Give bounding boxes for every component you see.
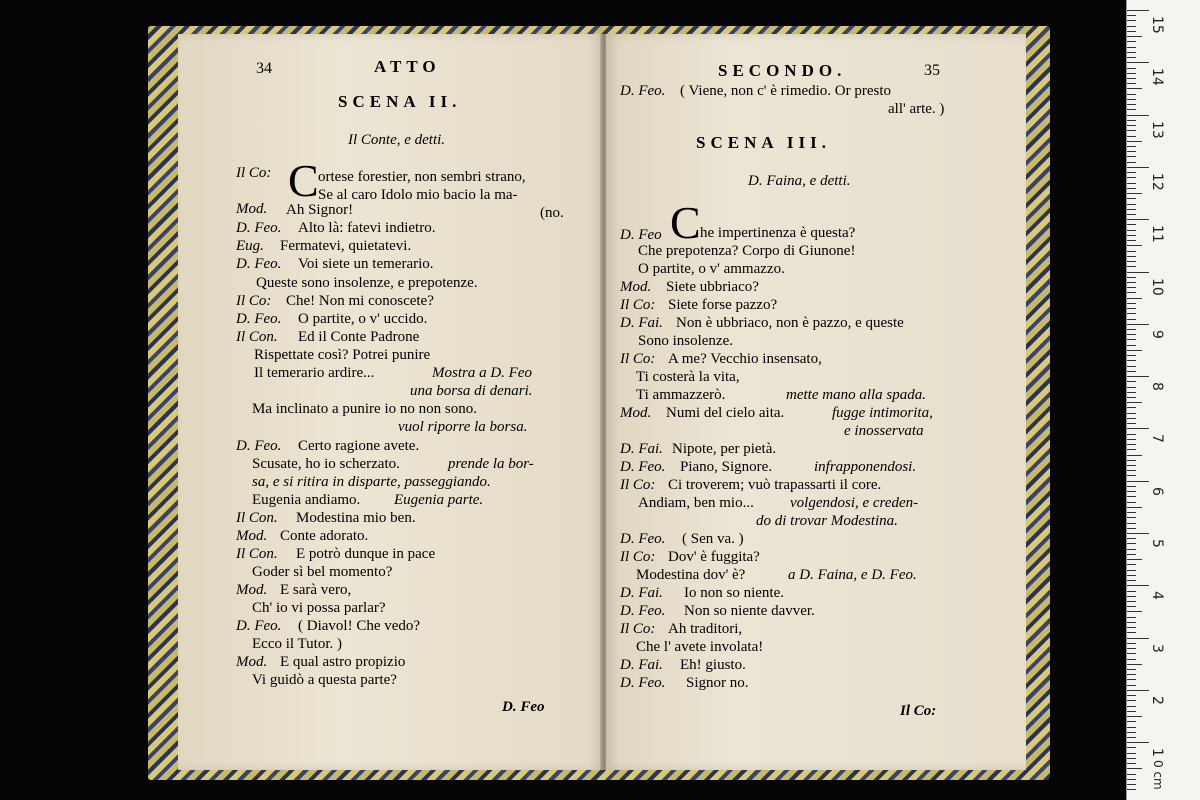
ruler-tick bbox=[1127, 632, 1136, 633]
ruler-tick bbox=[1127, 198, 1136, 199]
ruler-number: 13 bbox=[1149, 120, 1165, 139]
speaker: D. Feo. bbox=[236, 438, 282, 454]
speaker: Mod. bbox=[236, 528, 268, 544]
ruler-tick bbox=[1127, 292, 1136, 293]
ruler-tick bbox=[1127, 611, 1142, 612]
ruler-tick bbox=[1127, 570, 1136, 571]
ruler-tick bbox=[1127, 256, 1136, 257]
ruler-number: 12 bbox=[1149, 172, 1165, 191]
verse-line: Ch' io vi possa parlar? bbox=[252, 600, 386, 616]
verse-line: Modestina dov' è? bbox=[636, 567, 746, 583]
verse-line: A me? Vecchio insensato, bbox=[668, 351, 822, 367]
ruler-tick bbox=[1127, 83, 1136, 84]
ruler-tick bbox=[1127, 470, 1136, 471]
ruler-tick bbox=[1127, 371, 1136, 372]
ruler-tick bbox=[1127, 606, 1136, 607]
verse-line: ortese forestier, non sembri strano, bbox=[318, 169, 526, 185]
ruler-tick bbox=[1127, 768, 1142, 769]
ruler-tick bbox=[1127, 381, 1136, 382]
ruler-tick bbox=[1127, 549, 1136, 550]
verse-line: Io non so niente. bbox=[684, 585, 784, 601]
ruler-tick bbox=[1127, 130, 1136, 131]
ruler-number: 9 bbox=[1149, 329, 1165, 339]
verse-line: Ti ammazzerò. bbox=[636, 387, 726, 403]
speaker: Il Co: bbox=[236, 165, 272, 181]
speaker: Mod. bbox=[620, 279, 652, 295]
ruler-tick bbox=[1127, 638, 1149, 639]
verse-line: Eh! giusto. bbox=[680, 657, 746, 673]
ruler-tick bbox=[1127, 224, 1136, 225]
ruler-tick bbox=[1127, 789, 1136, 790]
ruler-tick bbox=[1127, 308, 1136, 309]
ruler-tick bbox=[1127, 282, 1136, 283]
ruler-tick bbox=[1127, 183, 1136, 184]
ruler-tick bbox=[1127, 120, 1136, 121]
ruler-tick bbox=[1127, 298, 1142, 299]
speaker: Il Co: bbox=[620, 477, 656, 493]
speaker: D. Feo. bbox=[620, 83, 666, 99]
ruler-tick bbox=[1127, 245, 1142, 246]
speaker: Mod. bbox=[620, 405, 652, 421]
ruler-tick bbox=[1127, 423, 1136, 424]
ruler-tick bbox=[1127, 125, 1136, 126]
ruler-tick bbox=[1127, 324, 1149, 325]
ruler-tick bbox=[1127, 235, 1136, 236]
ruler-tick bbox=[1127, 643, 1136, 644]
ruler-tick bbox=[1127, 407, 1136, 408]
ruler-tick bbox=[1127, 141, 1142, 142]
ruler-tick bbox=[1127, 439, 1136, 440]
ruler-tick bbox=[1127, 303, 1136, 304]
ruler-tick bbox=[1127, 507, 1142, 508]
verse-line: E potrò dunque in pace bbox=[296, 546, 436, 562]
ruler-tick bbox=[1127, 763, 1136, 764]
verse-line: ( Diavol! Che vedo? bbox=[298, 618, 421, 634]
ruler-tick bbox=[1127, 402, 1142, 403]
verse-line: Ci troverem; vuò trapassarti il core. bbox=[668, 477, 882, 493]
ruler-tick bbox=[1127, 554, 1136, 555]
ruler-tick bbox=[1127, 15, 1136, 16]
ruler-tick bbox=[1127, 601, 1136, 602]
ruler-tick bbox=[1127, 455, 1142, 456]
ruler-tick bbox=[1127, 706, 1136, 707]
ruler-number: 2 bbox=[1149, 695, 1165, 705]
speaker: Il Con. bbox=[236, 510, 278, 526]
verse-line: Ecco il Tutor. ) bbox=[252, 636, 343, 652]
ruler-tick bbox=[1127, 334, 1136, 335]
speaker: Il Co: bbox=[620, 351, 656, 367]
ruler-tick bbox=[1127, 277, 1136, 278]
verse-line: Nipote, per pietà. bbox=[672, 441, 777, 457]
ruler-tick bbox=[1127, 528, 1136, 529]
right-page-number: 35 bbox=[924, 62, 940, 79]
ruler-tick bbox=[1127, 669, 1136, 670]
verse-line: E sarà vero, bbox=[280, 582, 352, 598]
verse-line: ( Viene, non c' è rimedio. Or presto bbox=[680, 83, 892, 99]
ruler-tick bbox=[1127, 20, 1136, 21]
ruler-tick bbox=[1127, 99, 1136, 100]
ruler-tick bbox=[1127, 57, 1136, 58]
ruler-tick bbox=[1127, 167, 1149, 168]
ruler-tick bbox=[1127, 355, 1136, 356]
ruler-number: 6 bbox=[1149, 486, 1165, 496]
ruler-tick bbox=[1127, 596, 1136, 597]
ruler-tick bbox=[1127, 449, 1136, 450]
verse-line: Sono insolenze. bbox=[638, 333, 733, 349]
ruler-tick bbox=[1127, 674, 1136, 675]
speaker: D. Feo. bbox=[620, 603, 666, 619]
left-scene-subtitle: Il Conte, e detti. bbox=[348, 132, 446, 148]
ruler-tick bbox=[1127, 329, 1136, 330]
ruler-tick bbox=[1127, 172, 1136, 173]
ruler-tick bbox=[1127, 659, 1136, 660]
speaker: D. Fai. bbox=[620, 657, 663, 673]
verse-line: Vi guidò a questa parte? bbox=[252, 672, 397, 688]
ruler-tick bbox=[1127, 502, 1136, 503]
ruler-tick bbox=[1127, 491, 1136, 492]
verse-line: Certo ragione avete. bbox=[298, 438, 420, 454]
verse-line: Che prepotenza? Corpo di Giunone! bbox=[638, 243, 856, 259]
ruler-tick bbox=[1127, 664, 1142, 665]
ruler-tick bbox=[1127, 753, 1136, 754]
verse-line: O partite, o v' ammazzo. bbox=[638, 261, 785, 277]
ruler-tick bbox=[1127, 444, 1136, 445]
ruler-tick bbox=[1127, 230, 1136, 231]
catchword: Il Co: bbox=[900, 703, 937, 719]
ruler-tick bbox=[1127, 204, 1136, 205]
speaker: Il Con. bbox=[236, 546, 278, 562]
verse-line: Goder sì bel momento? bbox=[252, 564, 393, 580]
ruler-tick bbox=[1127, 188, 1136, 189]
verse-line: Alto là: fatevi indietro. bbox=[298, 220, 436, 236]
verse-line: Che l' avete involata! bbox=[636, 639, 764, 655]
speaker: Il Co: bbox=[620, 297, 656, 313]
verse-line: Eugenia andiamo. bbox=[252, 492, 361, 508]
speaker: D. Feo. bbox=[236, 256, 282, 272]
verse-line: (no. bbox=[540, 205, 564, 221]
verse-line: Il temerario ardire... bbox=[254, 365, 375, 381]
ruler-tick bbox=[1127, 517, 1136, 518]
speaker: D. Feo. bbox=[236, 311, 282, 327]
verse-line: Ah Signor! bbox=[286, 202, 354, 218]
ruler-tick bbox=[1127, 31, 1136, 32]
ruler-tick bbox=[1127, 350, 1142, 351]
ruler-tick bbox=[1127, 747, 1136, 748]
speaker: Mod. bbox=[236, 201, 268, 217]
drop-capital: C bbox=[670, 197, 701, 248]
ruler-tick bbox=[1127, 585, 1149, 586]
speaker: D. Fai. bbox=[620, 585, 663, 601]
ruler-tick bbox=[1127, 209, 1136, 210]
ruler-tick bbox=[1127, 376, 1149, 377]
ruler-tick bbox=[1127, 591, 1136, 592]
ruler-tick bbox=[1127, 784, 1136, 785]
ruler-tick bbox=[1127, 345, 1136, 346]
ruler-tick bbox=[1127, 711, 1136, 712]
ruler-tick bbox=[1127, 146, 1136, 147]
ruler-tick bbox=[1127, 115, 1149, 116]
ruler-number: 10 bbox=[1149, 277, 1165, 296]
stage-direction: infrapponendosi. bbox=[814, 459, 917, 475]
verse-line: Queste sono insolenze, e prepotenze. bbox=[256, 275, 478, 291]
ruler-tick bbox=[1127, 695, 1136, 696]
ruler-tick bbox=[1127, 36, 1142, 37]
ruler-tick bbox=[1127, 251, 1136, 252]
verse-line: Ed il Conte Padrone bbox=[298, 329, 420, 345]
verse-line: Andiam, ben mio... bbox=[638, 495, 754, 511]
ruler-tick bbox=[1127, 533, 1149, 534]
verse-line: Conte adorato. bbox=[280, 528, 369, 544]
ruler-tick bbox=[1127, 392, 1136, 393]
right-scene-title: SCENA III. bbox=[696, 133, 832, 152]
ruler-tick bbox=[1127, 580, 1136, 581]
ruler-unit: 0 cm bbox=[1151, 760, 1165, 790]
ruler-tick bbox=[1127, 266, 1136, 267]
ruler-tick bbox=[1127, 219, 1149, 220]
ruler-tick bbox=[1127, 240, 1136, 241]
stage-direction: Eugenia parte. bbox=[394, 492, 484, 508]
ruler-tick bbox=[1127, 559, 1142, 560]
ruler-tick bbox=[1127, 481, 1149, 482]
verse-line: Ma inclinato a punire io no non sono. bbox=[252, 401, 477, 417]
ruler-tick bbox=[1127, 486, 1136, 487]
verse-line: ( Sen va. ) bbox=[682, 531, 744, 547]
ruler-tick bbox=[1127, 387, 1136, 388]
verse-line: Scusate, ho io scherzato. bbox=[252, 456, 400, 472]
measuring-ruler bbox=[1126, 0, 1200, 800]
ruler-tick bbox=[1127, 622, 1136, 623]
speaker: Il Co: bbox=[620, 549, 656, 565]
ruler-tick bbox=[1127, 41, 1136, 42]
ruler-tick bbox=[1127, 52, 1136, 53]
ruler-number: 11 bbox=[1149, 225, 1165, 244]
ruler-tick bbox=[1127, 742, 1149, 743]
ruler-tick bbox=[1127, 627, 1136, 628]
verse-line: Numi del cielo aita. bbox=[666, 405, 785, 421]
drop-capital: C bbox=[288, 155, 319, 206]
stage-direction: vuol riporre la borsa. bbox=[398, 419, 528, 435]
verse-line: Rispettate così? Potrei punire bbox=[254, 347, 431, 363]
speaker: D. Feo. bbox=[236, 618, 282, 634]
verse-line: Ah traditori, bbox=[668, 621, 743, 637]
speaker: D. Feo. bbox=[236, 220, 282, 236]
speaker: Eug. bbox=[236, 238, 264, 254]
verse-line: Non so niente davver. bbox=[684, 603, 815, 619]
ruler-tick bbox=[1127, 62, 1149, 63]
ruler-tick bbox=[1127, 434, 1136, 435]
ruler-tick bbox=[1127, 397, 1136, 398]
left-running-head: ATTO bbox=[374, 57, 441, 76]
speaker: D. Feo. bbox=[620, 459, 666, 475]
ruler-tick bbox=[1127, 193, 1142, 194]
verse-line: Non è ubbriaco, non è pazzo, e queste bbox=[676, 315, 904, 331]
verse-line: Siete ubbriaco? bbox=[666, 279, 759, 295]
verse-line: O partite, o v' uccido. bbox=[298, 311, 428, 327]
ruler-tick bbox=[1127, 716, 1142, 717]
stage-direction: fugge intimorita, bbox=[832, 405, 933, 421]
ruler-tick bbox=[1127, 136, 1136, 137]
verse-line: Fermatevi, quietatevi. bbox=[280, 238, 412, 254]
stage-direction: prende la bor- bbox=[448, 456, 534, 472]
ruler-tick bbox=[1127, 88, 1142, 89]
ruler-number: 5 bbox=[1149, 539, 1165, 548]
speaker: Il Co: bbox=[236, 293, 272, 309]
ruler-tick bbox=[1127, 575, 1136, 576]
ruler-tick bbox=[1127, 779, 1136, 780]
verse-line: Modestina mio ben. bbox=[296, 510, 416, 526]
speaker: D. Feo bbox=[620, 227, 662, 243]
ruler-tick bbox=[1127, 653, 1136, 654]
ruler-tick bbox=[1127, 26, 1136, 27]
stage-direction: una borsa di denari. bbox=[410, 383, 533, 399]
stage-direction: e inosservata bbox=[844, 423, 924, 439]
speaker: D. Fai. bbox=[620, 441, 663, 457]
ruler-tick bbox=[1127, 73, 1136, 74]
ruler-tick bbox=[1127, 94, 1136, 95]
ruler-number: 3 bbox=[1149, 643, 1165, 653]
ruler-tick bbox=[1127, 758, 1136, 759]
ruler-tick bbox=[1127, 339, 1136, 340]
ruler-tick bbox=[1127, 418, 1136, 419]
ruler-tick bbox=[1127, 523, 1136, 524]
ruler-number: 8 bbox=[1149, 382, 1165, 392]
ruler-tick bbox=[1127, 68, 1136, 69]
ruler-tick bbox=[1127, 104, 1136, 105]
ruler-tick bbox=[1127, 109, 1136, 110]
verse-line: Siete forse pazzo? bbox=[668, 297, 778, 313]
speaker: Il Con. bbox=[236, 329, 278, 345]
ruler-tick bbox=[1127, 413, 1136, 414]
ruler-tick bbox=[1127, 700, 1136, 701]
left-scene-title: SCENA II. bbox=[338, 92, 462, 111]
ruler-tick bbox=[1127, 313, 1136, 314]
ruler-tick bbox=[1127, 721, 1136, 722]
ruler-number: 7 bbox=[1149, 434, 1165, 444]
right-running-head: SECONDO. bbox=[718, 61, 847, 80]
ruler-tick bbox=[1127, 648, 1136, 649]
stage-direction: sa, e si ritira in disparte, passeggiando. bbox=[252, 474, 491, 490]
verse-line: he impertinenza è questa? bbox=[700, 225, 856, 241]
ruler-tick bbox=[1127, 617, 1136, 618]
ruler-tick bbox=[1127, 366, 1136, 367]
right-scene-subtitle: D. Faina, e detti. bbox=[748, 173, 851, 189]
ruler-tick bbox=[1127, 690, 1149, 691]
ruler-tick bbox=[1127, 737, 1136, 738]
ruler-tick bbox=[1127, 151, 1136, 152]
ruler-number: 15 bbox=[1149, 16, 1165, 34]
ruler-number: 14 bbox=[1149, 68, 1165, 87]
speaker: D. Feo. bbox=[620, 531, 666, 547]
ruler-tick bbox=[1127, 10, 1149, 11]
ruler-tick bbox=[1127, 177, 1136, 178]
speaker: D. Fai. bbox=[620, 315, 663, 331]
left-page-number: 34 bbox=[256, 60, 272, 77]
speaker: D. Feo. bbox=[620, 675, 666, 691]
verse-line: all' arte. ) bbox=[888, 101, 945, 117]
ruler-tick bbox=[1127, 428, 1149, 429]
ruler-tick bbox=[1127, 727, 1136, 728]
ruler-tick bbox=[1127, 512, 1136, 513]
ruler-tick bbox=[1127, 496, 1136, 497]
verse-line: E qual astro propizio bbox=[280, 654, 406, 670]
ruler-tick bbox=[1127, 774, 1136, 775]
ruler-tick bbox=[1127, 214, 1136, 215]
ruler-tick bbox=[1127, 261, 1136, 262]
ruler-tick bbox=[1127, 319, 1136, 320]
speaker: Mod. bbox=[236, 654, 268, 670]
ruler-tick bbox=[1127, 272, 1149, 273]
stage-direction: Mostra a D. Feo bbox=[432, 365, 532, 381]
ruler-number: 1 bbox=[1149, 748, 1165, 758]
stage-direction: do di trovar Modestina. bbox=[756, 513, 898, 529]
verse-line: Dov' è fuggita? bbox=[668, 549, 760, 565]
verse-line: Piano, Signore. bbox=[680, 459, 773, 475]
stage-direction: a D. Faina, e D. Feo. bbox=[788, 567, 917, 583]
speaker: Il Co: bbox=[620, 621, 656, 637]
ruler-tick bbox=[1127, 543, 1136, 544]
stage-direction: mette mano alla spada. bbox=[786, 387, 926, 403]
ruler-tick bbox=[1127, 475, 1136, 476]
ruler-tick bbox=[1127, 465, 1136, 466]
ruler-tick bbox=[1127, 78, 1136, 79]
ruler-tick bbox=[1127, 360, 1136, 361]
ruler-tick bbox=[1127, 564, 1136, 565]
verse-line: Voi siete un temerario. bbox=[298, 256, 434, 272]
ruler-number: 4 bbox=[1149, 591, 1165, 601]
ruler-tick bbox=[1127, 538, 1136, 539]
ruler-tick bbox=[1127, 685, 1136, 686]
verse-line: Ti costerà la vita, bbox=[636, 369, 740, 385]
catchword: D. Feo bbox=[502, 699, 545, 715]
stage-direction: volgendosi, e creden- bbox=[790, 495, 919, 511]
ruler-tick bbox=[1127, 679, 1136, 680]
verse-line: Se al caro Idolo mio bacio la ma- bbox=[318, 187, 518, 203]
ruler-tick bbox=[1127, 156, 1136, 157]
ruler-tick bbox=[1127, 732, 1136, 733]
verse-line: Che! Non mi conoscete? bbox=[286, 293, 434, 309]
ruler-tick bbox=[1127, 460, 1136, 461]
speaker: Mod. bbox=[236, 582, 268, 598]
ruler-tick bbox=[1127, 162, 1136, 163]
ruler-tick bbox=[1127, 47, 1136, 48]
ruler-tick bbox=[1127, 287, 1136, 288]
verse-line: Signor no. bbox=[686, 675, 749, 691]
